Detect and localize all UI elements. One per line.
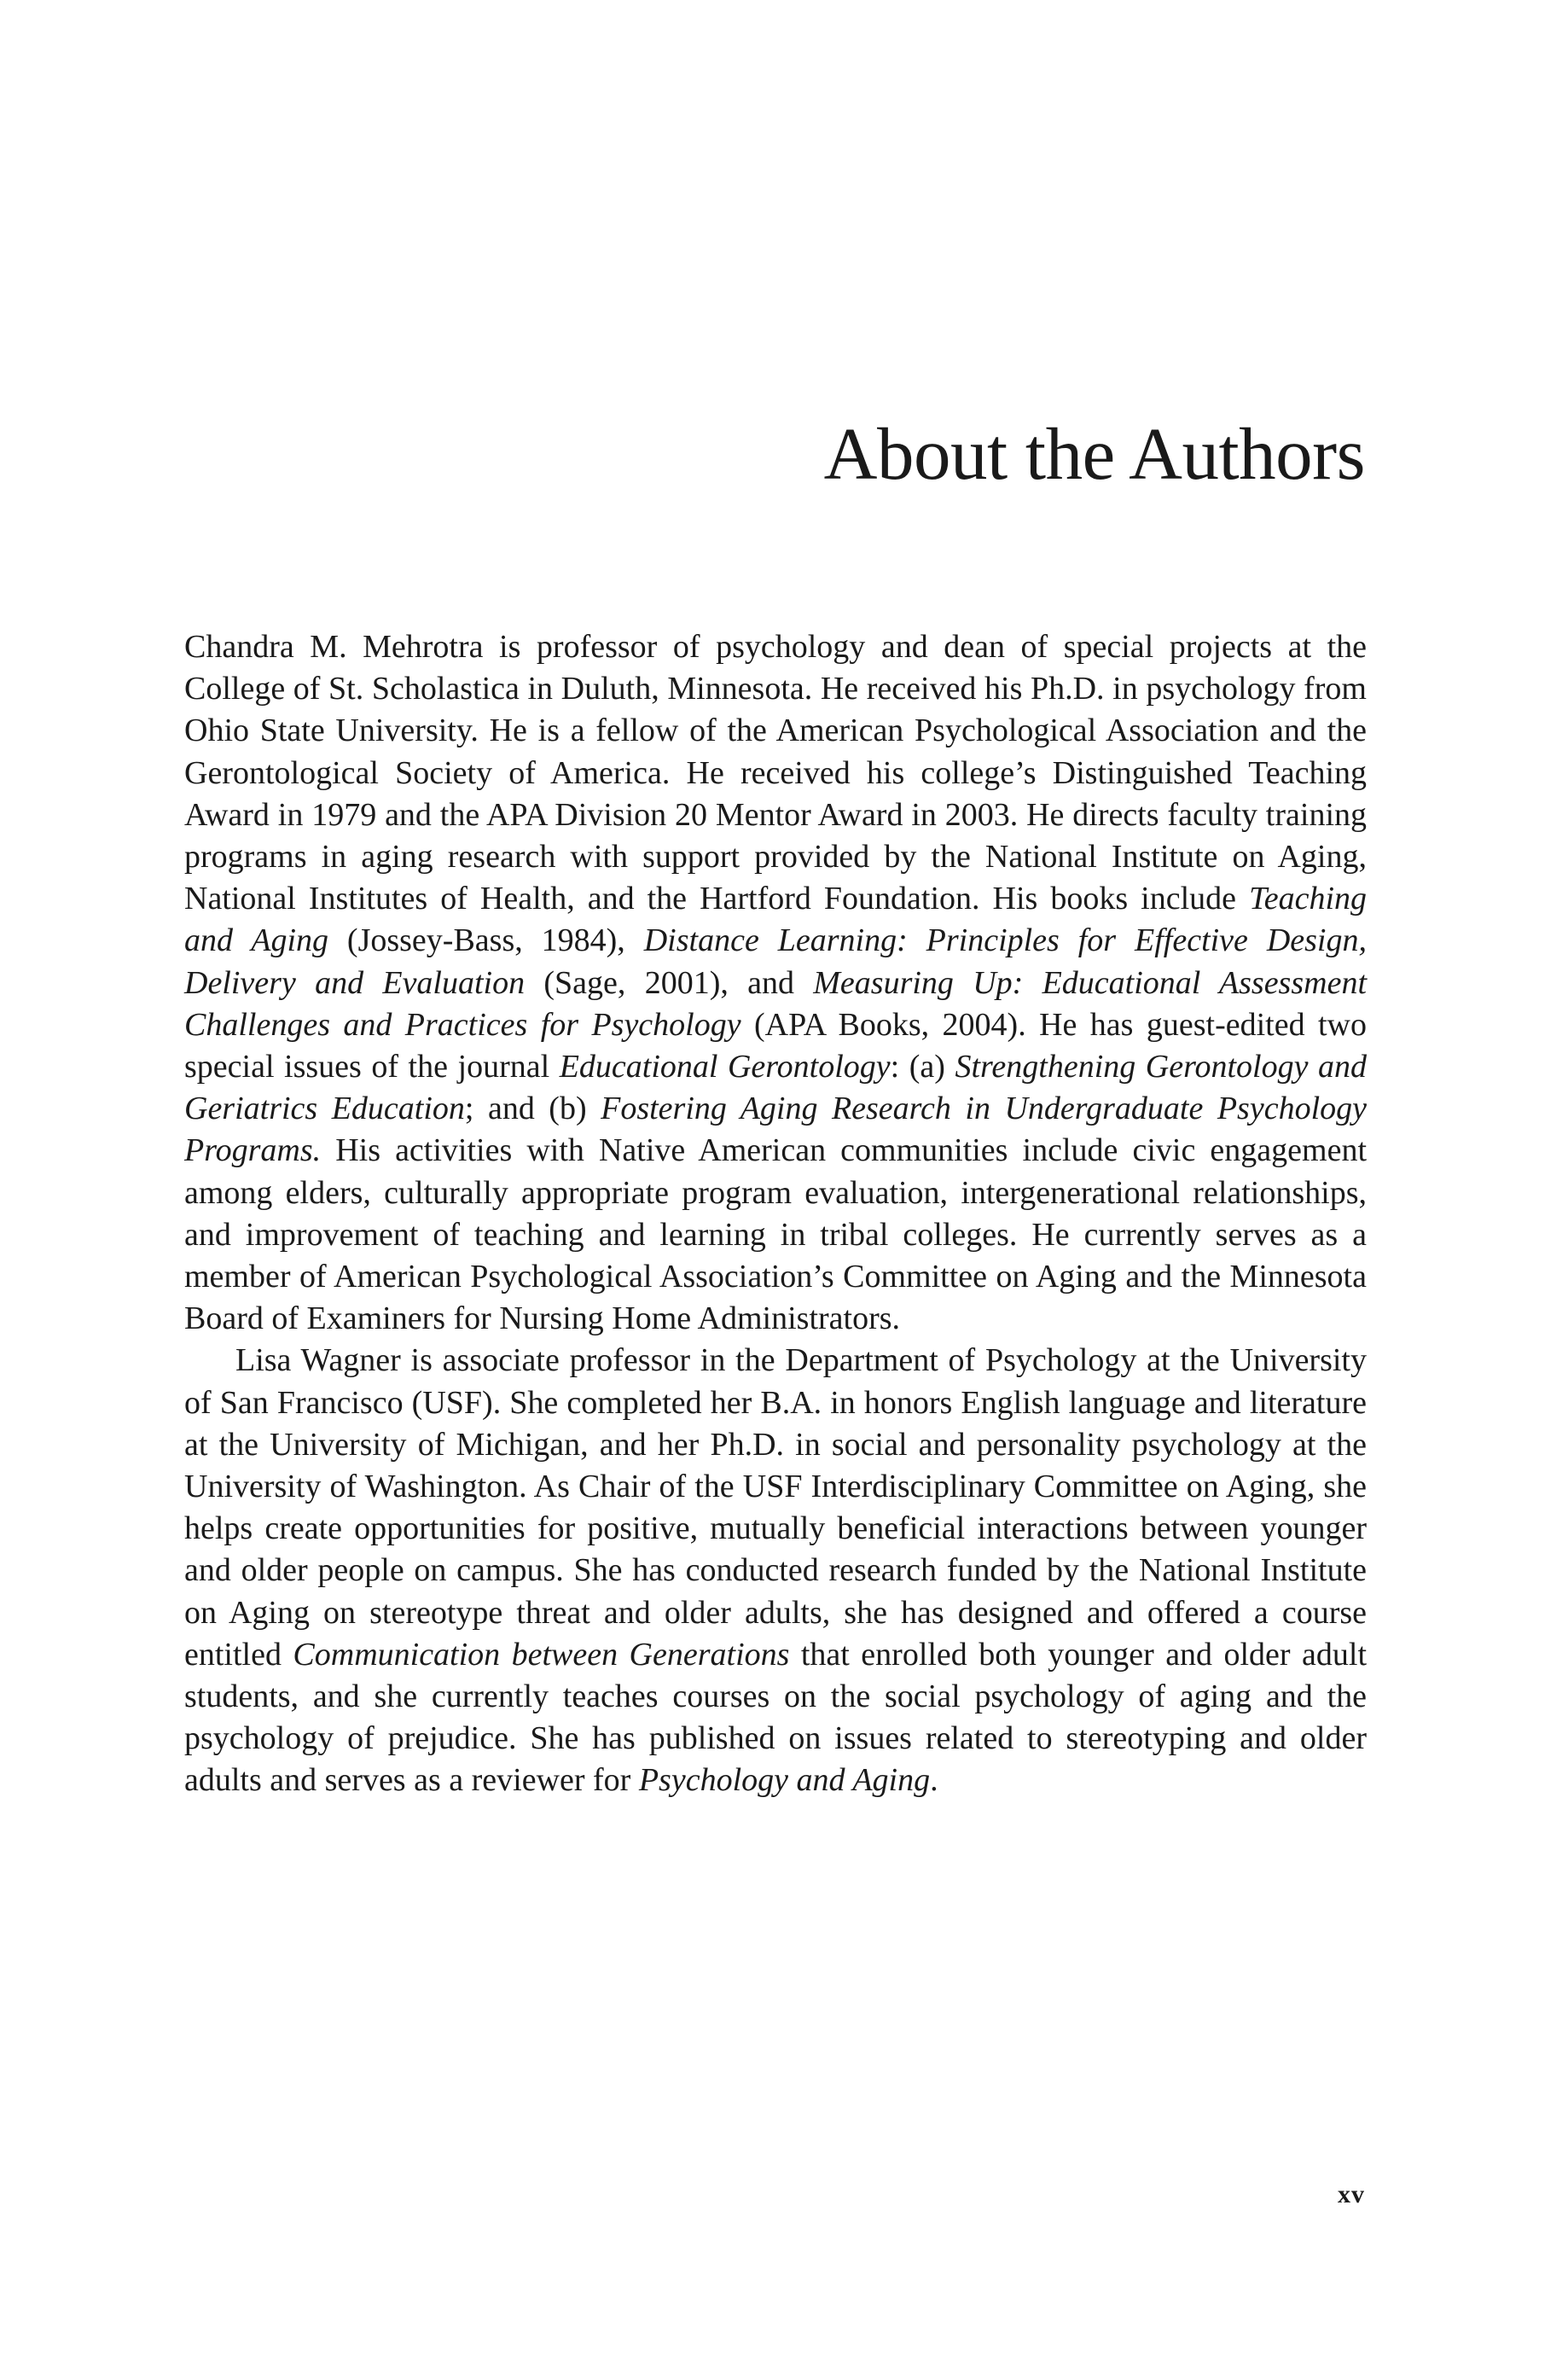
bio-text: that enrolled both younger and older adult students, and she currently teaches courses on the social psychology of aging and the psychology of prejudice. She has published on issues related to stereotyping and older adults and serves as a reviewer for	[184, 1636, 1367, 1799]
bio-text: (Jossey-Bass, 1984),	[328, 922, 644, 959]
bio-text: His activities with Native American communities include civic engagement among elders, culturally appropriate program evaluation, intergenerational relationships, and improvement of teaching and learning in tribal colleges. He currently serves as a member of American Psychological Association’s Committee on Aging and the Minnesota Board of Examiners for Nursing Home Administrators.	[184, 1132, 1367, 1337]
book-title: Measuring Up: Educational Assessment Challenges and Practices for Psychology	[184, 964, 1368, 1043]
bio-text: (Sage, 2001), and	[525, 964, 814, 1001]
bio-text: Lisa Wagner is associate professor in the Department of Psychology at the University of San Francisco (USF). She completed her B.A. in honors English language and literature at the University of Michigan, and her Ph.D. in social and personality psychology at the University of Washington. As Chair of the USF Interdisciplinary Committee on Aging, she helps create opportunities for positive, mutually beneficial interactions between younger and older people on campus. She has conducted research funded by the National Institute on Aging on stereotype threat and older adults, she has designed and offered a course entitled	[184, 1342, 1367, 1673]
course-title: Communication between Generations	[293, 1636, 790, 1673]
bio-text: : (a)	[890, 1049, 955, 1085]
author-bio-wagner	[184, 1340, 1367, 1801]
bio-text: (APA Books, 2004). He has guest-edited two special issues of the journal	[184, 1006, 1367, 1085]
journal-title: Educational Gerontology	[559, 1049, 891, 1085]
book-title: Distance Learning: Principles for Effective Design, Delivery and Evaluation	[184, 922, 1367, 1001]
page-title: About the Authors	[823, 412, 1365, 495]
page-number: xv	[1338, 2180, 1365, 2208]
bio-text: .	[930, 1762, 938, 1799]
issue-title: Fostering Aging Research in Undergraduate Psychology Programs.	[184, 1091, 1367, 1169]
bio-text: ; and (b)	[464, 1091, 601, 1127]
author-bio-mehrotra	[184, 626, 1367, 1340]
authors-text	[184, 626, 1367, 1802]
journal-title: Psychology and Aging	[638, 1762, 931, 1799]
bio-text: Chandra M. Mehrotra is professor of psychology and dean of special projects at the College of St. Scholastica in Duluth, Minnesota. He received his Ph.D. in psychology from Ohio State University. He is a fellow of the American Psychological Association and the Gerontological Society of America. He received his college’s Distinguished Teaching Award in 1979 and the APA Division 20 Mentor Award in 2003. He directs faculty training programs in aging research with support provided by the National Institute on Aging, National Institutes of Health, and the Hartford Foundation. His books include	[184, 629, 1367, 917]
book-title: Teaching and Aging	[184, 881, 1367, 959]
issue-title: Strengthening Gerontology and Geriatrics Education	[184, 1049, 1368, 1127]
